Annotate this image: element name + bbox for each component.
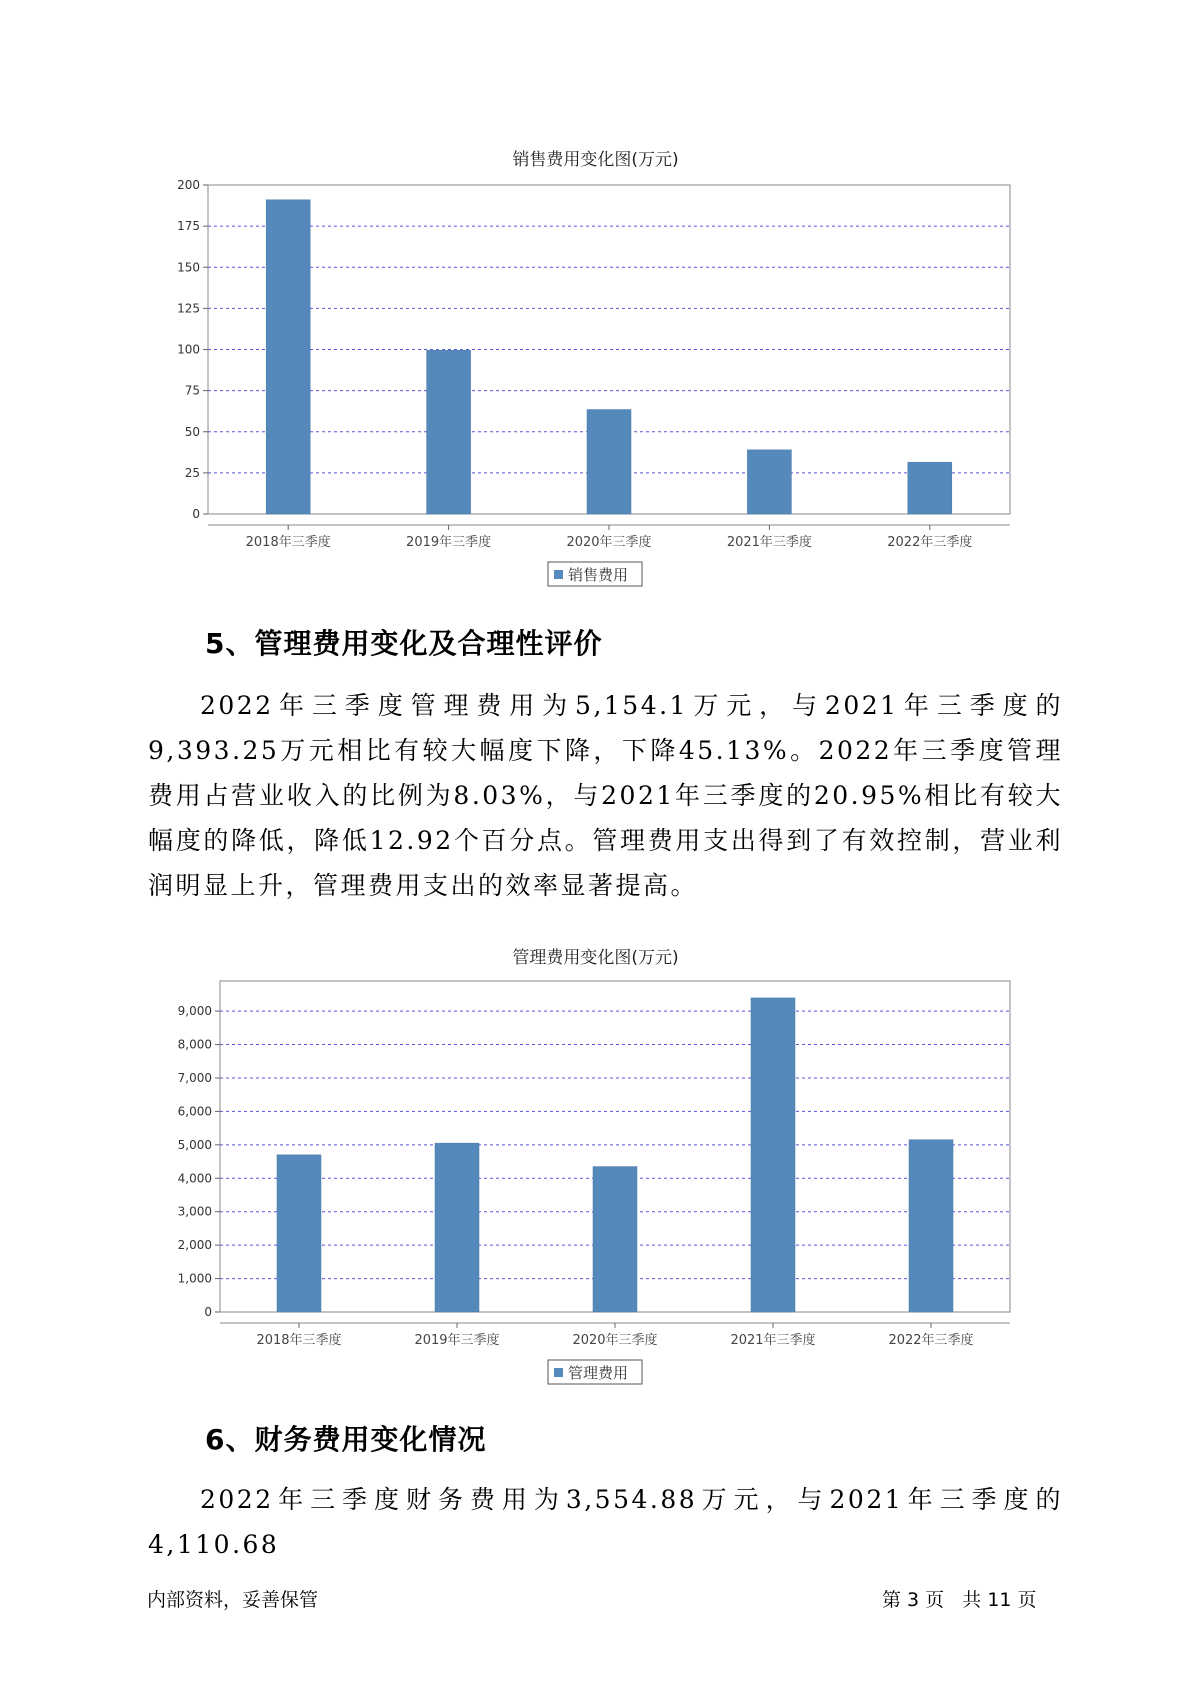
y-tick-label: 9,000 — [177, 1004, 212, 1019]
x-tick-label: 2021年三季度 — [726, 535, 812, 550]
chart-title: 管理费用变化图(万元) — [512, 948, 679, 968]
section-6-paragraph — [148, 1477, 1063, 1567]
bar — [587, 410, 631, 514]
bar — [277, 1155, 321, 1312]
bar — [908, 462, 952, 514]
y-tick-label: 25 — [184, 465, 200, 480]
y-tick-label: 175 — [177, 219, 200, 234]
y-tick-label: 1,000 — [177, 1271, 212, 1286]
section-5-text: 2022年三季度管理费用为5,154.1万元，与2021年三季度的9,393.25万元相比有较大幅度下降，下降45.13%。2022年三季度管理费用占营业收入的比例为8.03%，与2021年三季度的20.95%相比有较大幅度的降低，降低12.92个百分点。管理费用支出得到了有效控制，营业利润明显上升，管理费用支出的效率显著提高。 — [148, 691, 1063, 900]
y-tick-label: 7,000 — [177, 1070, 212, 1085]
x-tick-label: 2019年三季度 — [406, 535, 492, 550]
y-tick-label: 4,000 — [177, 1171, 212, 1186]
x-tick-label: 2022年三季度 — [888, 1333, 974, 1348]
y-tick-label: 5,000 — [177, 1137, 212, 1152]
y-tick-label: 125 — [177, 301, 200, 316]
y-tick-label: 0 — [192, 507, 200, 521]
y-tick-label: 0 — [204, 1305, 212, 1319]
y-tick-label: 6,000 — [177, 1104, 212, 1119]
legend — [548, 1360, 642, 1384]
y-tick-label: 200 — [177, 178, 200, 192]
legend-label: 管理费用 — [568, 1364, 629, 1382]
y-tick-label: 50 — [184, 424, 200, 439]
bar — [747, 450, 791, 514]
bar — [266, 200, 310, 514]
legend-swatch — [554, 1368, 563, 1377]
x-tick-label: 2021年三季度 — [730, 1333, 816, 1348]
y-tick-label: 100 — [177, 342, 200, 357]
y-tick-label: 150 — [177, 260, 200, 275]
sales-expense-chart — [0, 140, 1191, 600]
chart-title: 销售费用变化图(万元) — [512, 150, 679, 170]
y-tick-label: 75 — [184, 383, 200, 398]
legend-swatch — [554, 570, 563, 579]
bar — [751, 998, 795, 1312]
section-6-heading: 6、财务费用变化情况 — [205, 1423, 487, 1456]
y-tick-label: 3,000 — [177, 1204, 212, 1219]
sales-expense-chart-svg — [0, 140, 1191, 600]
footer-page-number: 第 3 页 共 11 页 — [882, 1589, 1037, 1611]
section-6-text: 2022年三季度财务费用为3,554.88万元，与2021年三季度的4,110.68 — [148, 1485, 1063, 1559]
bar — [435, 1143, 479, 1312]
y-tick-label: 8,000 — [177, 1037, 212, 1052]
section-5-paragraph — [148, 683, 1063, 908]
x-tick-label: 2019年三季度 — [414, 1333, 500, 1348]
admin-expense-chart — [0, 938, 1191, 1398]
admin-expense-chart-svg — [0, 938, 1191, 1398]
y-tick-label: 2,000 — [177, 1238, 212, 1253]
x-tick-label: 2018年三季度 — [245, 535, 331, 550]
bar — [909, 1140, 953, 1312]
x-tick-label: 2022年三季度 — [887, 535, 973, 550]
bar — [427, 350, 471, 514]
footer-left: 内部资料，妥善保管 — [147, 1589, 319, 1611]
section-5-heading: 5、管理费用变化及合理性评价 — [205, 627, 603, 660]
x-tick-label: 2020年三季度 — [566, 535, 652, 550]
x-tick-label: 2020年三季度 — [572, 1333, 658, 1348]
legend-label: 销售费用 — [568, 566, 629, 584]
bar — [593, 1167, 637, 1312]
legend — [548, 562, 642, 586]
x-tick-label: 2018年三季度 — [256, 1333, 342, 1348]
